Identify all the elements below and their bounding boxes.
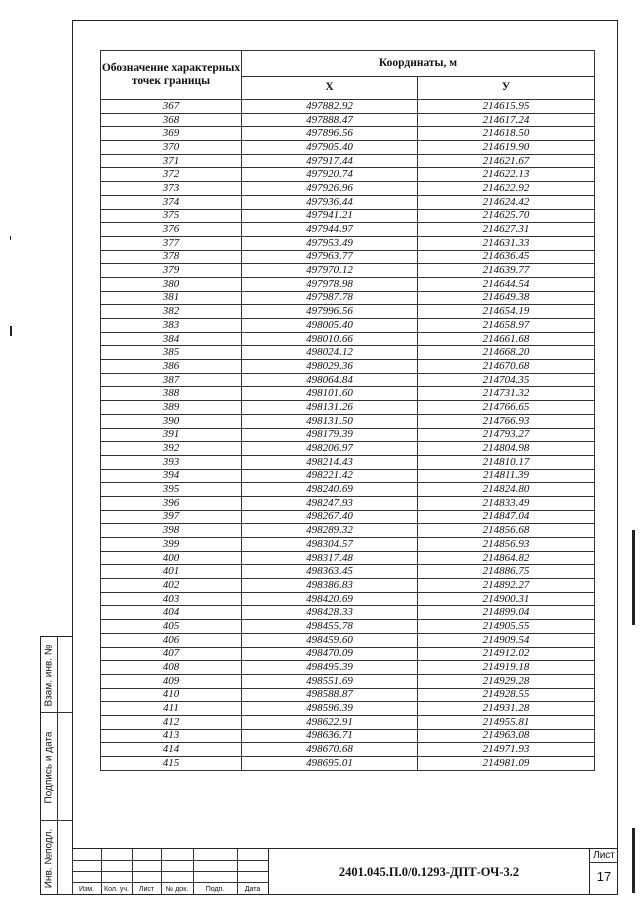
table-row	[101, 729, 595, 743]
table-row	[101, 510, 595, 524]
table-row	[101, 100, 595, 114]
cell-x: 498459.60	[242, 633, 418, 647]
cell-y: 214619.90	[418, 141, 595, 155]
cell-x: 498695.01	[242, 757, 418, 771]
header-y: У	[418, 76, 595, 99]
cell-point-id: 391	[101, 428, 242, 442]
cell-point-id: 377	[101, 236, 242, 250]
cell-y: 214627.31	[418, 223, 595, 237]
cell-point-id: 380	[101, 277, 242, 291]
cell-x: 498588.87	[242, 688, 418, 702]
table-row	[101, 319, 595, 333]
cell-y: 214622.92	[418, 182, 595, 196]
cell-point-id: 375	[101, 209, 242, 223]
table-row	[101, 305, 595, 319]
cell-x: 498551.69	[242, 674, 418, 688]
cell-y: 214886.75	[418, 565, 595, 579]
cell-y: 214625.70	[418, 209, 595, 223]
cell-point-id: 415	[101, 757, 242, 771]
table-row	[101, 442, 595, 456]
cell-x: 497996.56	[242, 305, 418, 319]
cell-y: 214900.31	[418, 592, 595, 606]
sheet-label: Лист	[590, 850, 618, 863]
side-cell-replacement	[41, 637, 72, 713]
table-row	[101, 223, 595, 237]
cell-point-id: 395	[101, 483, 242, 497]
table-row	[101, 182, 595, 196]
cell-y: 214909.54	[418, 633, 595, 647]
table-row	[101, 332, 595, 346]
cell-point-id: 411	[101, 702, 242, 716]
table-row	[101, 579, 595, 593]
cell-point-id: 393	[101, 455, 242, 469]
cell-x: 498363.45	[242, 565, 418, 579]
cell-x: 497926.96	[242, 182, 418, 196]
cell-point-id: 399	[101, 538, 242, 552]
cell-point-id: 389	[101, 401, 242, 415]
cell-point-id: 371	[101, 154, 242, 168]
cell-y: 214631.33	[418, 236, 595, 250]
cell-x: 498005.40	[242, 319, 418, 333]
cell-y: 214856.68	[418, 524, 595, 538]
cell-y: 214766.93	[418, 414, 595, 428]
cell-y: 214649.38	[418, 291, 595, 305]
table-row	[101, 209, 595, 223]
cell-point-id: 409	[101, 674, 242, 688]
table-row	[101, 250, 595, 264]
cell-point-id: 378	[101, 250, 242, 264]
cell-x: 498206.97	[242, 442, 418, 456]
cell-point-id: 406	[101, 633, 242, 647]
table-row	[101, 702, 595, 716]
cell-x: 498670.68	[242, 743, 418, 757]
title-block	[72, 848, 618, 895]
cell-x: 497888.47	[242, 113, 418, 127]
cell-y: 214931.28	[418, 702, 595, 716]
table-row	[101, 647, 595, 661]
cell-x: 497905.40	[242, 141, 418, 155]
cell-x: 498240.69	[242, 483, 418, 497]
cell-point-id: 402	[101, 579, 242, 593]
cell-x: 498267.40	[242, 510, 418, 524]
table-row	[101, 592, 595, 606]
cell-point-id: 401	[101, 565, 242, 579]
cell-point-id: 368	[101, 113, 242, 127]
cell-point-id: 405	[101, 620, 242, 634]
scan-edge-mark	[632, 828, 635, 893]
cell-x: 497936.44	[242, 195, 418, 209]
cell-y: 214617.24	[418, 113, 595, 127]
cell-x: 497941.21	[242, 209, 418, 223]
cell-point-id: 397	[101, 510, 242, 524]
caption-date: Дата	[244, 886, 261, 893]
cell-y: 214636.45	[418, 250, 595, 264]
cell-x: 497920.74	[242, 168, 418, 182]
cell-y: 214639.77	[418, 264, 595, 278]
cell-x: 498247.93	[242, 496, 418, 510]
cell-point-id: 388	[101, 387, 242, 401]
coordinates-table	[100, 50, 595, 771]
cell-x: 498304.57	[242, 538, 418, 552]
cell-y: 214856.93	[418, 538, 595, 552]
side-label-inventory: Инв. №подл.	[43, 828, 55, 889]
caption-sheet: Лист	[138, 886, 155, 893]
cell-y: 214963.08	[418, 729, 595, 743]
cell-x: 498029.36	[242, 360, 418, 374]
cell-x: 497917.44	[242, 154, 418, 168]
cell-x: 498179.39	[242, 428, 418, 442]
cell-y: 214824.80	[418, 483, 595, 497]
cell-y: 214793.27	[418, 428, 595, 442]
table-row	[101, 154, 595, 168]
cell-y: 214919.18	[418, 661, 595, 675]
cell-x: 498428.33	[242, 606, 418, 620]
table-row	[101, 277, 595, 291]
table-row	[101, 387, 595, 401]
cell-y: 214615.95	[418, 100, 595, 114]
cell-point-id: 412	[101, 715, 242, 729]
table-row	[101, 291, 595, 305]
cell-point-id: 379	[101, 264, 242, 278]
cell-y: 214622.13	[418, 168, 595, 182]
cell-y: 214804.98	[418, 442, 595, 456]
cell-point-id: 367	[101, 100, 242, 114]
table-row	[101, 674, 595, 688]
cell-y: 214955.81	[418, 715, 595, 729]
cell-x: 498221.42	[242, 469, 418, 483]
table-row	[101, 236, 595, 250]
cell-x: 497896.56	[242, 127, 418, 141]
header-point-designation: Обозначение характерных точек границы	[101, 51, 242, 100]
cell-point-id: 407	[101, 647, 242, 661]
table-row	[101, 127, 595, 141]
cell-y: 214892.27	[418, 579, 595, 593]
side-label-replacement: Взам. инв. №	[43, 644, 55, 706]
scan-speck	[10, 236, 11, 240]
cell-y: 214661.68	[418, 332, 595, 346]
header-coordinates: Координаты, м	[242, 51, 595, 77]
scan-speck	[10, 326, 12, 336]
table-row	[101, 168, 595, 182]
table-row	[101, 401, 595, 415]
cell-y: 214905.55	[418, 620, 595, 634]
cell-x: 498101.60	[242, 387, 418, 401]
table-row	[101, 757, 595, 771]
cell-y: 214624.42	[418, 195, 595, 209]
cell-point-id: 404	[101, 606, 242, 620]
cell-x: 498470.09	[242, 647, 418, 661]
cell-point-id: 413	[101, 729, 242, 743]
cell-point-id: 387	[101, 373, 242, 387]
cell-x: 498289.32	[242, 524, 418, 538]
table-row	[101, 195, 595, 209]
cell-point-id: 376	[101, 223, 242, 237]
cell-y: 214670.68	[418, 360, 595, 374]
cell-y: 214912.02	[418, 647, 595, 661]
side-cell-signature	[41, 713, 72, 821]
cell-y: 214864.82	[418, 551, 595, 565]
header-x: X	[242, 76, 418, 99]
cell-y: 214981.09	[418, 757, 595, 771]
cell-x: 498636.71	[242, 729, 418, 743]
cell-x: 498214.43	[242, 455, 418, 469]
cell-x: 497970.12	[242, 264, 418, 278]
cell-point-id: 403	[101, 592, 242, 606]
table-row	[101, 524, 595, 538]
cell-x: 498064.84	[242, 373, 418, 387]
cell-x: 498024.12	[242, 346, 418, 360]
cell-x: 497944.97	[242, 223, 418, 237]
approval-side-stamp	[40, 636, 72, 895]
sheet-box	[589, 849, 618, 895]
cell-point-id: 385	[101, 346, 242, 360]
cell-x: 498386.83	[242, 579, 418, 593]
cell-x: 498420.69	[242, 592, 418, 606]
cell-point-id: 381	[101, 291, 242, 305]
cell-point-id: 410	[101, 688, 242, 702]
cell-x: 498455.78	[242, 620, 418, 634]
cell-y: 214654.19	[418, 305, 595, 319]
cell-x: 497953.49	[242, 236, 418, 250]
document-code: 2401.045.П.0/0.1293-ДПТ-ОЧ-3.2	[268, 849, 589, 895]
cell-y: 214644.54	[418, 277, 595, 291]
table-row	[101, 565, 595, 579]
caption-doc-number: № док.	[165, 886, 189, 893]
caption-count: Кол. уч.	[104, 886, 129, 893]
cell-y: 214658.97	[418, 319, 595, 333]
table-row	[101, 373, 595, 387]
cell-y: 214766.65	[418, 401, 595, 415]
side-cell-inventory	[41, 821, 72, 896]
cell-y: 214833.49	[418, 496, 595, 510]
table-row	[101, 483, 595, 497]
cell-y: 214668.20	[418, 346, 595, 360]
cell-point-id: 372	[101, 168, 242, 182]
table-row	[101, 469, 595, 483]
cell-y: 214928.55	[418, 688, 595, 702]
cell-y: 214899.04	[418, 606, 595, 620]
table-row	[101, 688, 595, 702]
table-row	[101, 496, 595, 510]
cell-x: 497963.77	[242, 250, 418, 264]
table-row	[101, 620, 595, 634]
cell-y: 214847.04	[418, 510, 595, 524]
cell-x: 498596.39	[242, 702, 418, 716]
cell-point-id: 374	[101, 195, 242, 209]
table-header-row	[101, 51, 595, 77]
cell-point-id: 392	[101, 442, 242, 456]
cell-y: 214810.17	[418, 455, 595, 469]
table-body	[101, 100, 595, 771]
cell-x: 498131.50	[242, 414, 418, 428]
cell-point-id: 400	[101, 551, 242, 565]
cell-y: 214971.93	[418, 743, 595, 757]
table-row	[101, 661, 595, 675]
cell-y: 214704.35	[418, 373, 595, 387]
table-row	[101, 428, 595, 442]
revision-grid	[72, 849, 268, 895]
table-row	[101, 113, 595, 127]
cell-y: 214731.32	[418, 387, 595, 401]
cell-point-id: 373	[101, 182, 242, 196]
cell-x: 498622.91	[242, 715, 418, 729]
table-row	[101, 346, 595, 360]
cell-point-id: 414	[101, 743, 242, 757]
cell-point-id: 398	[101, 524, 242, 538]
side-label-signature: Подпись и дата	[43, 731, 55, 803]
cell-y: 214621.67	[418, 154, 595, 168]
table-row	[101, 264, 595, 278]
cell-point-id: 370	[101, 141, 242, 155]
table-row	[101, 606, 595, 620]
cell-y: 214618.50	[418, 127, 595, 141]
cell-point-id: 386	[101, 360, 242, 374]
cell-point-id: 396	[101, 496, 242, 510]
sheet-number: 17	[596, 869, 612, 884]
cell-point-id: 390	[101, 414, 242, 428]
table-row	[101, 360, 595, 374]
cell-point-id: 408	[101, 661, 242, 675]
cell-point-id: 394	[101, 469, 242, 483]
table-row	[101, 414, 595, 428]
table-row	[101, 141, 595, 155]
cell-x: 498131.26	[242, 401, 418, 415]
cell-y: 214929.28	[418, 674, 595, 688]
cell-x: 498010.66	[242, 332, 418, 346]
caption-signature: Подп.	[205, 886, 225, 893]
table-row	[101, 455, 595, 469]
table-row	[101, 743, 595, 757]
scan-edge-mark	[632, 530, 635, 625]
cell-point-id: 382	[101, 305, 242, 319]
cell-y: 214811.39	[418, 469, 595, 483]
cell-point-id: 384	[101, 332, 242, 346]
cell-x: 498317.48	[242, 551, 418, 565]
table-row	[101, 715, 595, 729]
cell-point-id: 369	[101, 127, 242, 141]
cell-x: 497882.92	[242, 100, 418, 114]
caption-change: Изм.	[79, 886, 94, 893]
table-row	[101, 633, 595, 647]
cell-x: 497978.98	[242, 277, 418, 291]
cell-x: 497987.78	[242, 291, 418, 305]
table-row	[101, 538, 595, 552]
cell-point-id: 383	[101, 319, 242, 333]
cell-x: 498495.39	[242, 661, 418, 675]
table-row	[101, 551, 595, 565]
